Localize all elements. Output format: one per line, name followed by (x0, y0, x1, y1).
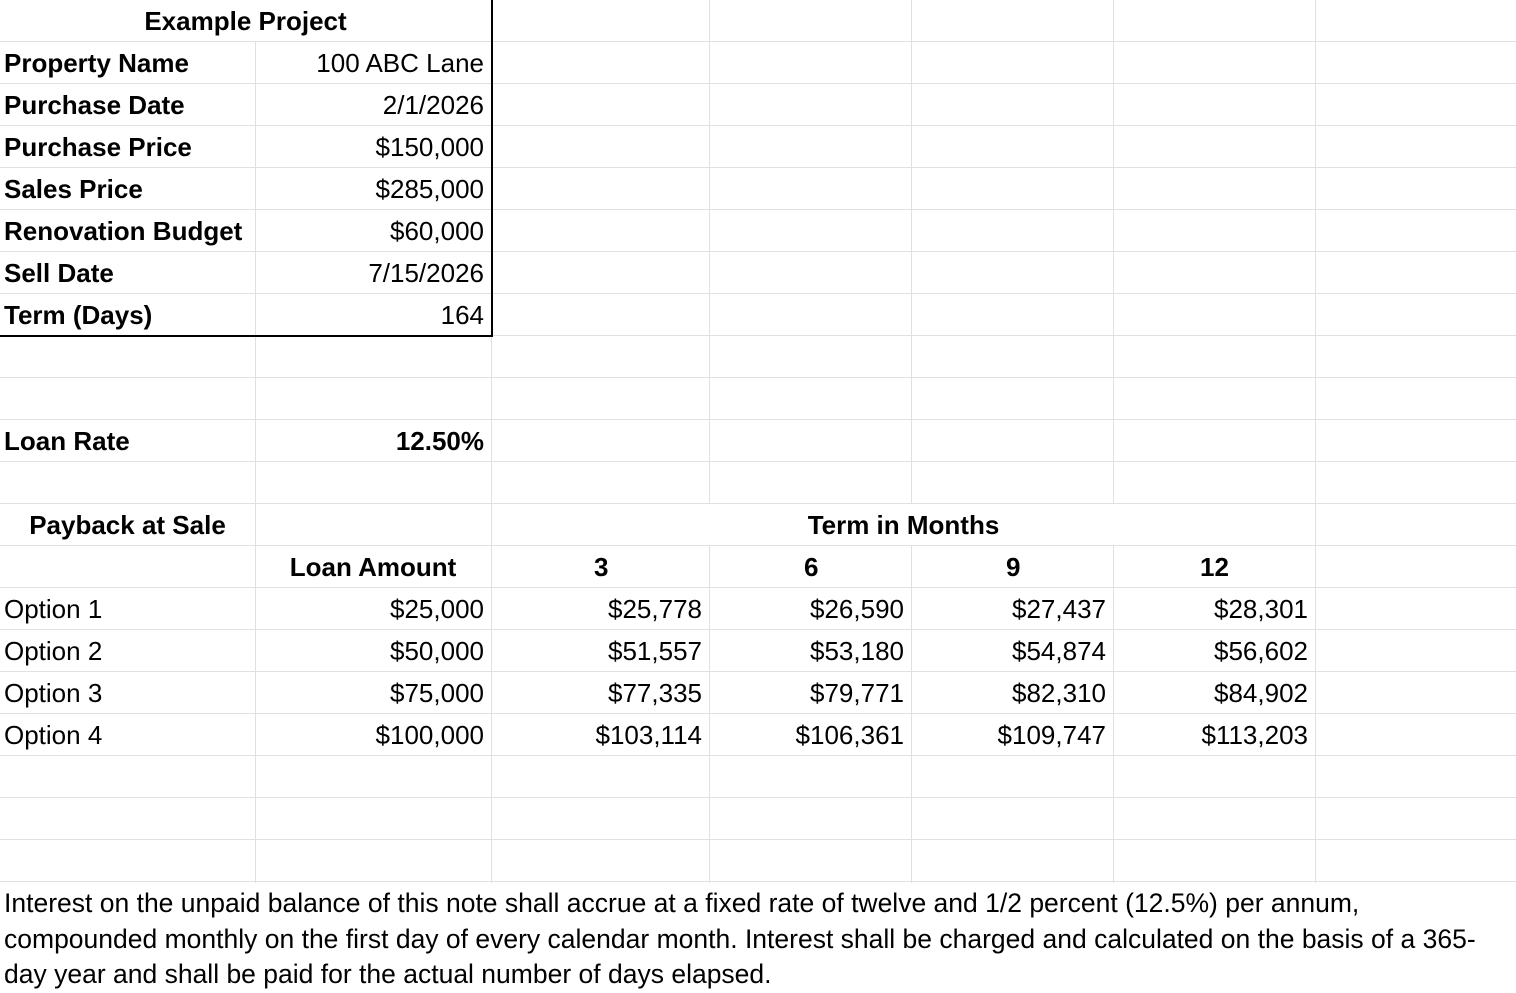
sell-date-label[interactable]: Sell Date (4, 258, 114, 288)
purchase-date-value[interactable]: 2/1/2026 (382, 90, 484, 120)
option-1-month-12[interactable]: $28,301 (1214, 594, 1308, 624)
purchase-date-label[interactable]: Purchase Date (4, 90, 185, 120)
option-4-label[interactable]: Option 4 (4, 720, 103, 750)
term-days-value[interactable]: 164 (440, 300, 484, 330)
option-2-month-6[interactable]: $53,180 (810, 636, 904, 666)
option-1-month-3[interactable]: $25,778 (608, 594, 702, 624)
option-4-month-6[interactable]: $106,361 (795, 720, 904, 750)
option-4-month-12[interactable]: $113,203 (1201, 720, 1308, 750)
gridline (0, 881, 1516, 882)
payback-title[interactable]: Payback at Sale (29, 510, 226, 540)
option-3-month-3[interactable]: $77,335 (608, 678, 702, 708)
purchase-price-label[interactable]: Purchase Price (4, 132, 192, 162)
gridline (0, 377, 1516, 378)
option-2-label[interactable]: Option 2 (4, 636, 103, 666)
project-box-border-right (491, 0, 493, 337)
property-name-label[interactable]: Property Name (4, 48, 189, 78)
option-1-label[interactable]: Option 1 (4, 594, 103, 624)
option-4-month-9[interactable]: $109,747 (997, 720, 1106, 750)
option-1-month-6[interactable]: $26,590 (810, 594, 904, 624)
term-in-months-header[interactable]: Term in Months (807, 510, 1000, 540)
option-3-amount[interactable]: $75,000 (390, 678, 484, 708)
option-4-amount[interactable]: $100,000 (375, 720, 484, 750)
option-2-month-12[interactable]: $56,602 (1214, 636, 1308, 666)
purchase-price-value[interactable]: $150,000 (375, 132, 484, 162)
loan-rate-label[interactable]: Loan Rate (4, 426, 130, 456)
term-days-label[interactable]: Term (Days) (4, 300, 153, 330)
sell-date-value[interactable]: 7/15/2026 (368, 258, 484, 288)
option-4-month-3[interactable]: $103,114 (595, 720, 702, 750)
option-3-label[interactable]: Option 3 (4, 678, 103, 708)
month-header-12[interactable]: 12 (1200, 552, 1229, 582)
gridline (0, 797, 1516, 798)
option-1-amount[interactable]: $25,000 (390, 594, 484, 624)
loan-rate-value[interactable]: 12.50% (395, 426, 484, 456)
option-2-amount[interactable]: $50,000 (390, 636, 484, 666)
sales-price-label[interactable]: Sales Price (4, 174, 143, 204)
renovation-budget-label[interactable]: Renovation Budget (4, 216, 243, 246)
loan-amount-header[interactable]: Loan Amount (289, 552, 457, 582)
option-3-month-12[interactable]: $84,902 (1214, 678, 1308, 708)
option-3-month-9[interactable]: $82,310 (1012, 678, 1106, 708)
option-2-month-3[interactable]: $51,557 (608, 636, 702, 666)
month-header-3[interactable]: 3 (594, 552, 609, 582)
project-title[interactable]: Example Project (144, 6, 347, 36)
option-1-month-9[interactable]: $27,437 (1012, 594, 1106, 624)
sales-price-value[interactable]: $285,000 (375, 174, 484, 204)
renovation-budget-value[interactable]: $60,000 (390, 216, 484, 246)
option-2-month-9[interactable]: $54,874 (1012, 636, 1106, 666)
month-header-6[interactable]: 6 (804, 552, 819, 582)
gridline (1315, 0, 1316, 883)
gridline (0, 839, 1516, 840)
month-header-9[interactable]: 9 (1006, 552, 1021, 582)
property-name-value[interactable]: 100 ABC Lane (316, 48, 484, 78)
option-3-month-6[interactable]: $79,771 (810, 678, 904, 708)
interest-note[interactable]: Interest on the unpaid balance of this note shall accrue at a fixed rate of twelve and 1/2 percent (12.5%) per annum, compounded monthly on the first day of every calendar month. Interest shall be charged and calculated on the basis of a 365-day year and shall be paid for the actual number of days elapsed. (4, 888, 1476, 989)
